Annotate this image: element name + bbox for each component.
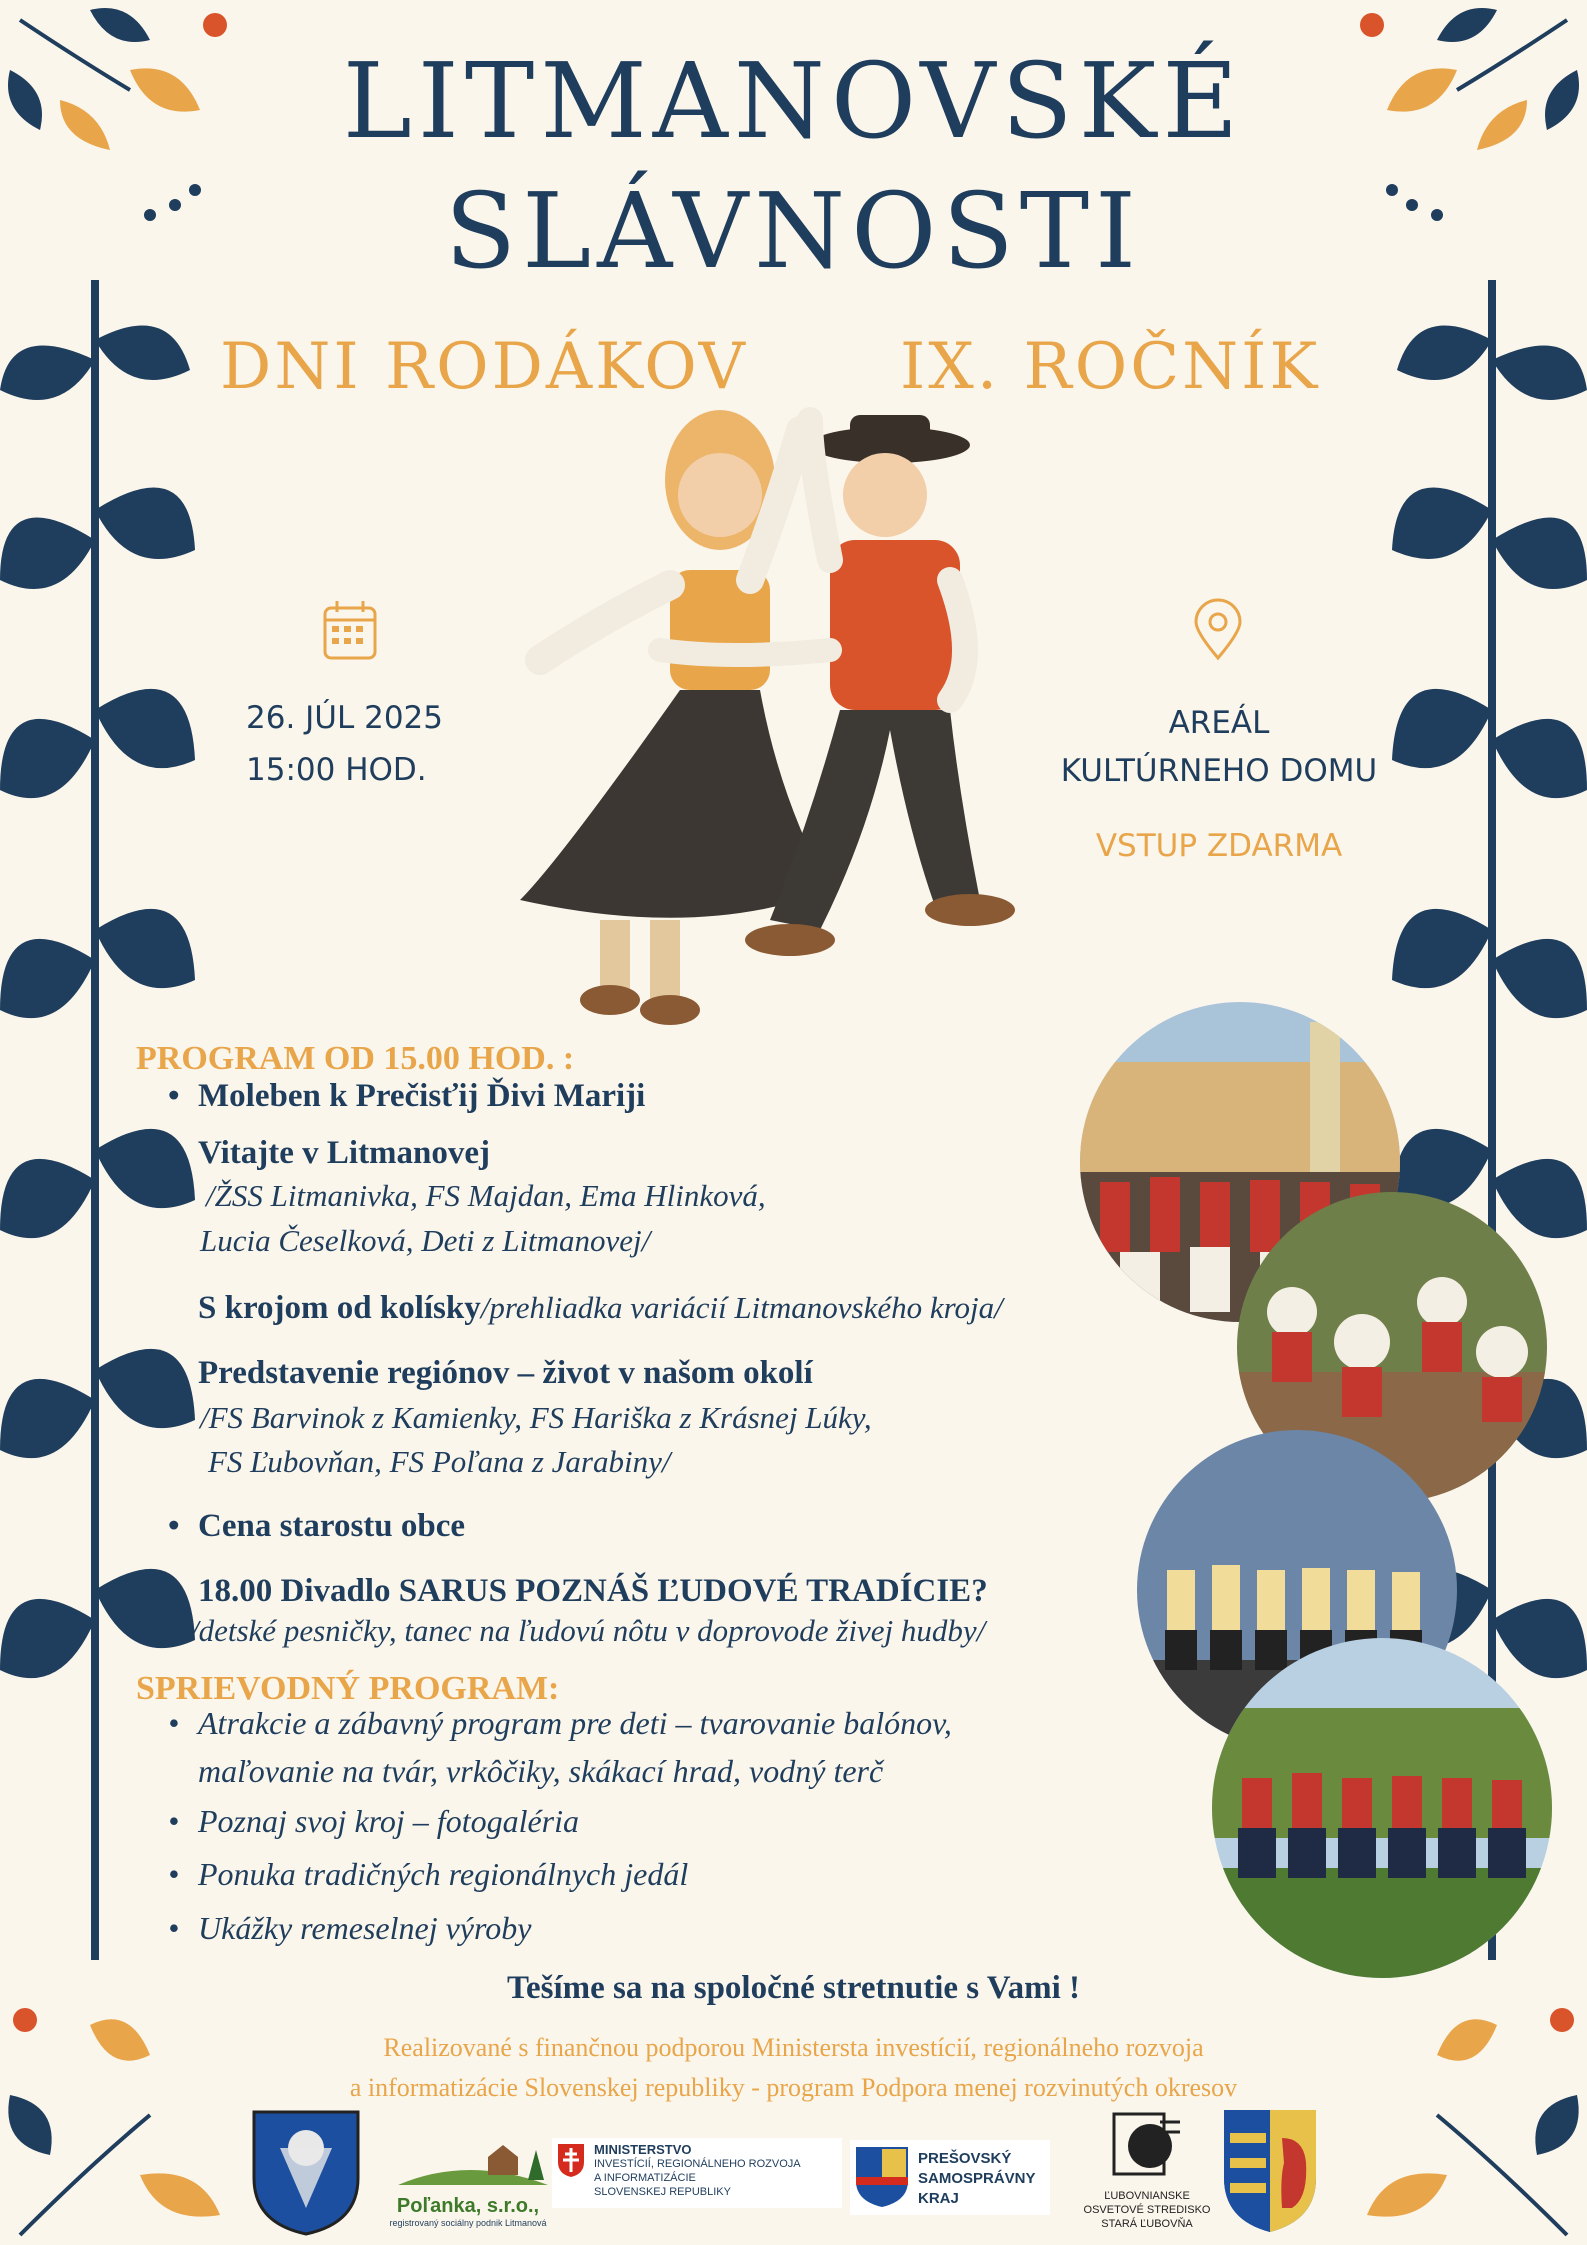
los-line2: OSVETOVÉ STREDISKO (1083, 2204, 1211, 2216)
lubovna-coat-of-arms-logo (1222, 2108, 1318, 2234)
ministry-line3: A INFORMATIZÁCIE (594, 2172, 696, 2184)
side-item-attractions-line2: maľovanie na tvár, vrkôčiky, skákací hrad, vodný terč (198, 1753, 884, 1789)
presov-shield-icon (854, 2145, 910, 2209)
program-item-vitajte: • Vitajte v Litmanovej (168, 1135, 491, 1171)
ministry-line2: INVESTÍCIÍ, REGIONÁLNEHO ROZVOJA (594, 2158, 801, 2170)
psk-line2: SAMOSPRÁVNY (918, 2170, 1036, 2187)
side-item-food: • Ponuka tradičných regionálnych jedál (168, 1856, 689, 1892)
presov-region-logo (850, 2140, 1050, 2215)
bottom-left-floral-ornament (0, 1985, 240, 2245)
program-item-cena: • Cena starostu obce (168, 1508, 466, 1544)
program-item-kroj: S krojom od kolísky/prehliadka variácií Litmanovského kroja/ (198, 1290, 1003, 1326)
event-time: 15:00 HOD. (246, 752, 427, 788)
side-item-crafts: • Ukážky remeselnej výroby (168, 1910, 532, 1946)
location-pin-icon (1192, 598, 1244, 662)
calendar-icon (322, 598, 378, 662)
program-item-regiony-note1: /FS Barvinok z Kamienky, FS Hariška z Krásnej Lúky, (200, 1400, 872, 1435)
main-title-line1: LITMANOVSKÉ (342, 40, 1245, 162)
program-heading: PROGRAM OD 15.00 HOD. : (136, 1040, 575, 1077)
free-entry: VSTUP ZDARMA (1095, 828, 1343, 864)
litmanova-coat-of-arms-logo (250, 2108, 362, 2238)
side-item-photogallery: • Poznaj svoj kroj – fotogaléria (168, 1803, 580, 1839)
event-date: 26. JÚL 2025 (246, 700, 444, 736)
venue-line2: KULTÚRNEHO DOMU (1060, 753, 1378, 789)
program-item-vitajte-note1: /ŽSS Litmanivka, FS Majdan, Ema Hlinková, (206, 1178, 766, 1213)
photo-women-garden (1212, 1638, 1552, 1978)
psk-line1: PREŠOVSKÝ (918, 2150, 1012, 2167)
los-line3: STARÁ ĽUBOVŇA (1101, 2218, 1193, 2230)
polanka-name: Poľanka, s.r.o., (396, 2195, 540, 2217)
venue-line1: AREÁL (1168, 705, 1270, 741)
side-program-heading: SPRIEVODNÝ PROGRAM: (136, 1670, 560, 1707)
polanka-logo (378, 2135, 558, 2235)
program-item-regiony-note2: FS Ľubovňan, FS Poľana z Jarabiny/ (208, 1444, 671, 1479)
program-item-divadlo-note: /detské pesničky, tanec na ľudovú nôtu v doprovode živej hudby/ (190, 1613, 986, 1648)
los-line1: ĽUBOVNIANSKE (1104, 2190, 1190, 2202)
side-item-attractions: • Atrakcie a zábavný program pre deti – tvarovanie balónov, (168, 1705, 952, 1741)
funding-note-line1: Realizované s finančnou podporou Ministersta investícií, regionálneho rozvoja (383, 2033, 1204, 2062)
program-item-vitajte-note2: Lucia Česelková, Deti z Litmanovej/ (200, 1223, 651, 1258)
bottom-right-floral-ornament (1347, 1985, 1587, 2245)
program-item-moleben: • Moleben k Prečisťij Ďivi Mariji (168, 1078, 646, 1114)
psk-line3: KRAJ (918, 2190, 959, 2207)
slovak-shield-icon (556, 2142, 586, 2178)
house-trees-icon (378, 2135, 558, 2190)
record-disc-icon (1112, 2112, 1182, 2182)
funding-note-line2: a informatizácie Slovenskej republiky - program Podpora menej rozvinutých okresov (349, 2073, 1238, 2102)
program-item-regiony: • Predstavenie regiónov – život v našom okolí (168, 1355, 813, 1391)
main-title-line2: SLÁVNOSTI (444, 170, 1143, 292)
closing-message: Tešíme sa na spoločné stretnutie s Vami ! (507, 1970, 1080, 2006)
folk-dancers-illustration (480, 400, 1060, 1040)
subtitle-rocnik: IX. ROČNÍK (900, 330, 1321, 404)
polanka-subtitle: registrovaný sociálny podnik Litmanová (389, 2218, 547, 2228)
program-item-divadlo: • 18.00 Divadlo SARUS POZNÁŠ ĽUDOVÉ TRADÍCIE? (168, 1573, 988, 1609)
subtitle-dni-rodakov: DNI RODÁKOV (220, 330, 748, 404)
ministry-line1: MINISTERSTVO (594, 2142, 692, 2157)
ministry-line4: SLOVENSKEJ REPUBLIKY (594, 2186, 731, 2198)
ministry-logo (552, 2138, 842, 2208)
osvetove-stredisko-logo (1072, 2112, 1222, 2237)
